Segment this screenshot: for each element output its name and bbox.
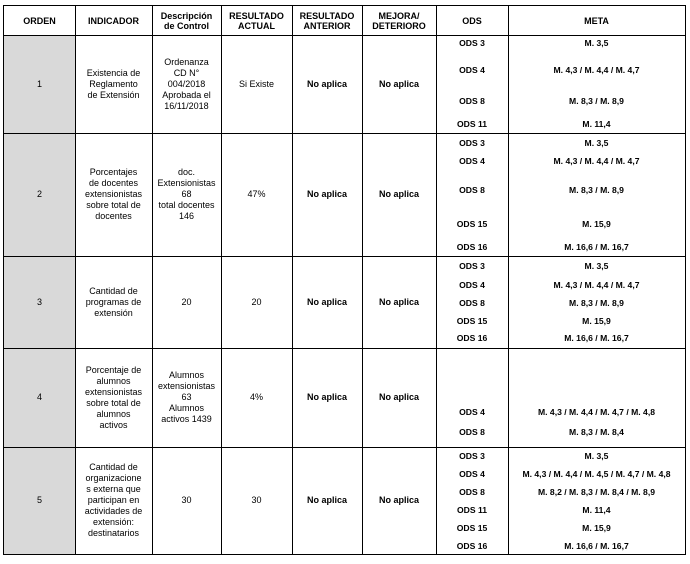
row-descripcion: 30: [181, 495, 192, 505]
row-orden: 2: [36, 189, 42, 199]
row-mejora-deterioro: No aplica: [378, 296, 419, 307]
ods-label: ODS 11: [456, 504, 488, 515]
row-orden: 3: [36, 296, 42, 307]
row-resultado-anterior: No aplica: [306, 78, 347, 89]
ods-label: ODS 15: [456, 315, 488, 326]
ods-label: ODS 3: [459, 37, 485, 48]
meta-label: M. 8,3 / M. 8,4: [569, 426, 624, 437]
meta-label: M. 15,9: [582, 218, 611, 229]
ods-label: ODS 11: [456, 118, 488, 129]
row-mejora-deterioro: No aplica: [378, 495, 419, 505]
row-resultado-anterior: No aplica: [306, 296, 347, 307]
header-orden: ORDEN: [23, 15, 56, 26]
row-mejora-deterioro: No aplica: [378, 392, 419, 402]
header-indicador: INDICADOR: [88, 15, 139, 26]
meta-label: M. 8,3 / M. 8,9: [569, 95, 624, 106]
row-orden: 5: [36, 495, 42, 505]
indicators-table: [3, 5, 686, 555]
row-resultado-anterior: No aplica: [306, 189, 347, 199]
ods-label: ODS 8: [459, 95, 485, 106]
row-resultado-actual: 47%: [247, 189, 266, 199]
row-indicador: Porcentaje de alumnos extensionistas sobre total de alumnos activos: [84, 364, 143, 430]
row-indicador: Existencia de Reglamento de Extensión: [86, 67, 141, 100]
ods-label: ODS 16: [456, 241, 488, 252]
ods-label: ODS 3: [459, 137, 485, 148]
meta-label: M. 4,3 / M. 4,4 / M. 4,7: [553, 279, 640, 290]
row-resultado-anterior: No aplica: [306, 392, 347, 402]
ods-label: ODS 4: [459, 406, 485, 417]
row-orden: 1: [36, 78, 42, 89]
ods-label: ODS 16: [456, 332, 488, 343]
ods-label: ODS 8: [459, 486, 485, 497]
meta-label: M. 3,5: [584, 137, 609, 148]
meta-label: M. 8,2 / M. 8,3 / M. 8,4 / M. 8,9: [537, 486, 655, 497]
meta-label: M. 8,3 / M. 8,9: [569, 297, 624, 308]
header-resultado-actual: RESULTADO ACTUAL: [229, 10, 284, 31]
row-mejora-deterioro: No aplica: [378, 78, 419, 89]
header-meta: META: [584, 15, 609, 26]
header-descripcion: Descripción de Control: [160, 10, 213, 31]
ods-label: ODS 3: [459, 260, 485, 271]
ods-label: ODS 4: [459, 64, 485, 75]
meta-label: M. 16,6 / M. 16,7: [564, 540, 629, 551]
meta-label: M. 4,3 / M. 4,4 / M. 4,7: [553, 64, 640, 75]
ods-label: ODS 4: [459, 155, 485, 166]
row-resultado-actual: 20: [251, 296, 262, 307]
meta-label: M. 3,5: [584, 260, 609, 271]
column-divider: [152, 6, 153, 554]
ods-label: ODS 16: [456, 540, 488, 551]
ods-label: ODS 15: [456, 218, 488, 229]
row-resultado-actual: 30: [251, 495, 262, 505]
meta-label: M. 15,9: [582, 522, 611, 533]
column-divider: [75, 6, 76, 554]
row-descripcion: Ordenanza CD N° 004/2018 Aprobada el 16/11/2018: [162, 56, 211, 111]
ods-label: ODS 3: [459, 450, 485, 461]
header-ods: ODS: [462, 15, 482, 26]
ods-label: ODS 15: [456, 522, 488, 533]
row-indicador: Porcentajes de docentes extensionistas sobre total de docentes: [84, 167, 143, 221]
row-resultado-anterior: No aplica: [306, 495, 347, 505]
meta-label: M. 3,5: [584, 450, 609, 461]
meta-label: M. 16,6 / M. 16,7: [564, 241, 629, 252]
meta-label: M. 16,6 / M. 16,7: [564, 332, 629, 343]
row-indicador: Cantidad de programas de extensión: [85, 285, 142, 318]
row-resultado-actual: Si Existe: [238, 78, 274, 89]
row-mejora-deterioro: No aplica: [378, 189, 419, 199]
meta-label: M. 4,3 / M. 4,4 / M. 4,7: [553, 155, 640, 166]
meta-label: M. 11,4: [582, 118, 611, 129]
ods-label: ODS 4: [459, 279, 485, 290]
ods-label: ODS 4: [459, 468, 485, 479]
meta-label: M. 4,3 / M. 4,4 / M. 4,5 / M. 4,7 / M. 4,8: [522, 468, 671, 479]
ods-label: ODS 8: [459, 184, 485, 195]
row-resultado-actual: 4%: [249, 392, 263, 402]
meta-label: M. 15,9: [582, 315, 611, 326]
header-mejora: MEJORA/ DETERIORO: [372, 10, 426, 31]
meta-label: M. 3,5: [584, 37, 609, 48]
ods-label: ODS 8: [459, 426, 485, 437]
row-indicador: Cantidad de organizacione s externa que participan en actividades de extensión: destinatarios: [84, 462, 143, 538]
meta-label: M. 4,3 / M. 4,4 / M. 4,7 / M. 4,8: [537, 406, 655, 417]
ods-label: ODS 8: [459, 297, 485, 308]
meta-label: M. 11,4: [582, 504, 611, 515]
row-descripcion: Alumnos extensionistas 63 Alumnos activos 1439: [157, 370, 216, 424]
row-descripcion: 20: [181, 296, 192, 307]
row-orden: 4: [36, 392, 42, 402]
row-descripcion: doc. Extensionistas 68 total docentes 146: [157, 167, 216, 221]
meta-label: M. 8,3 / M. 8,9: [569, 184, 624, 195]
header-resultado-anterior: RESULTADO ANTERIOR: [299, 10, 355, 31]
